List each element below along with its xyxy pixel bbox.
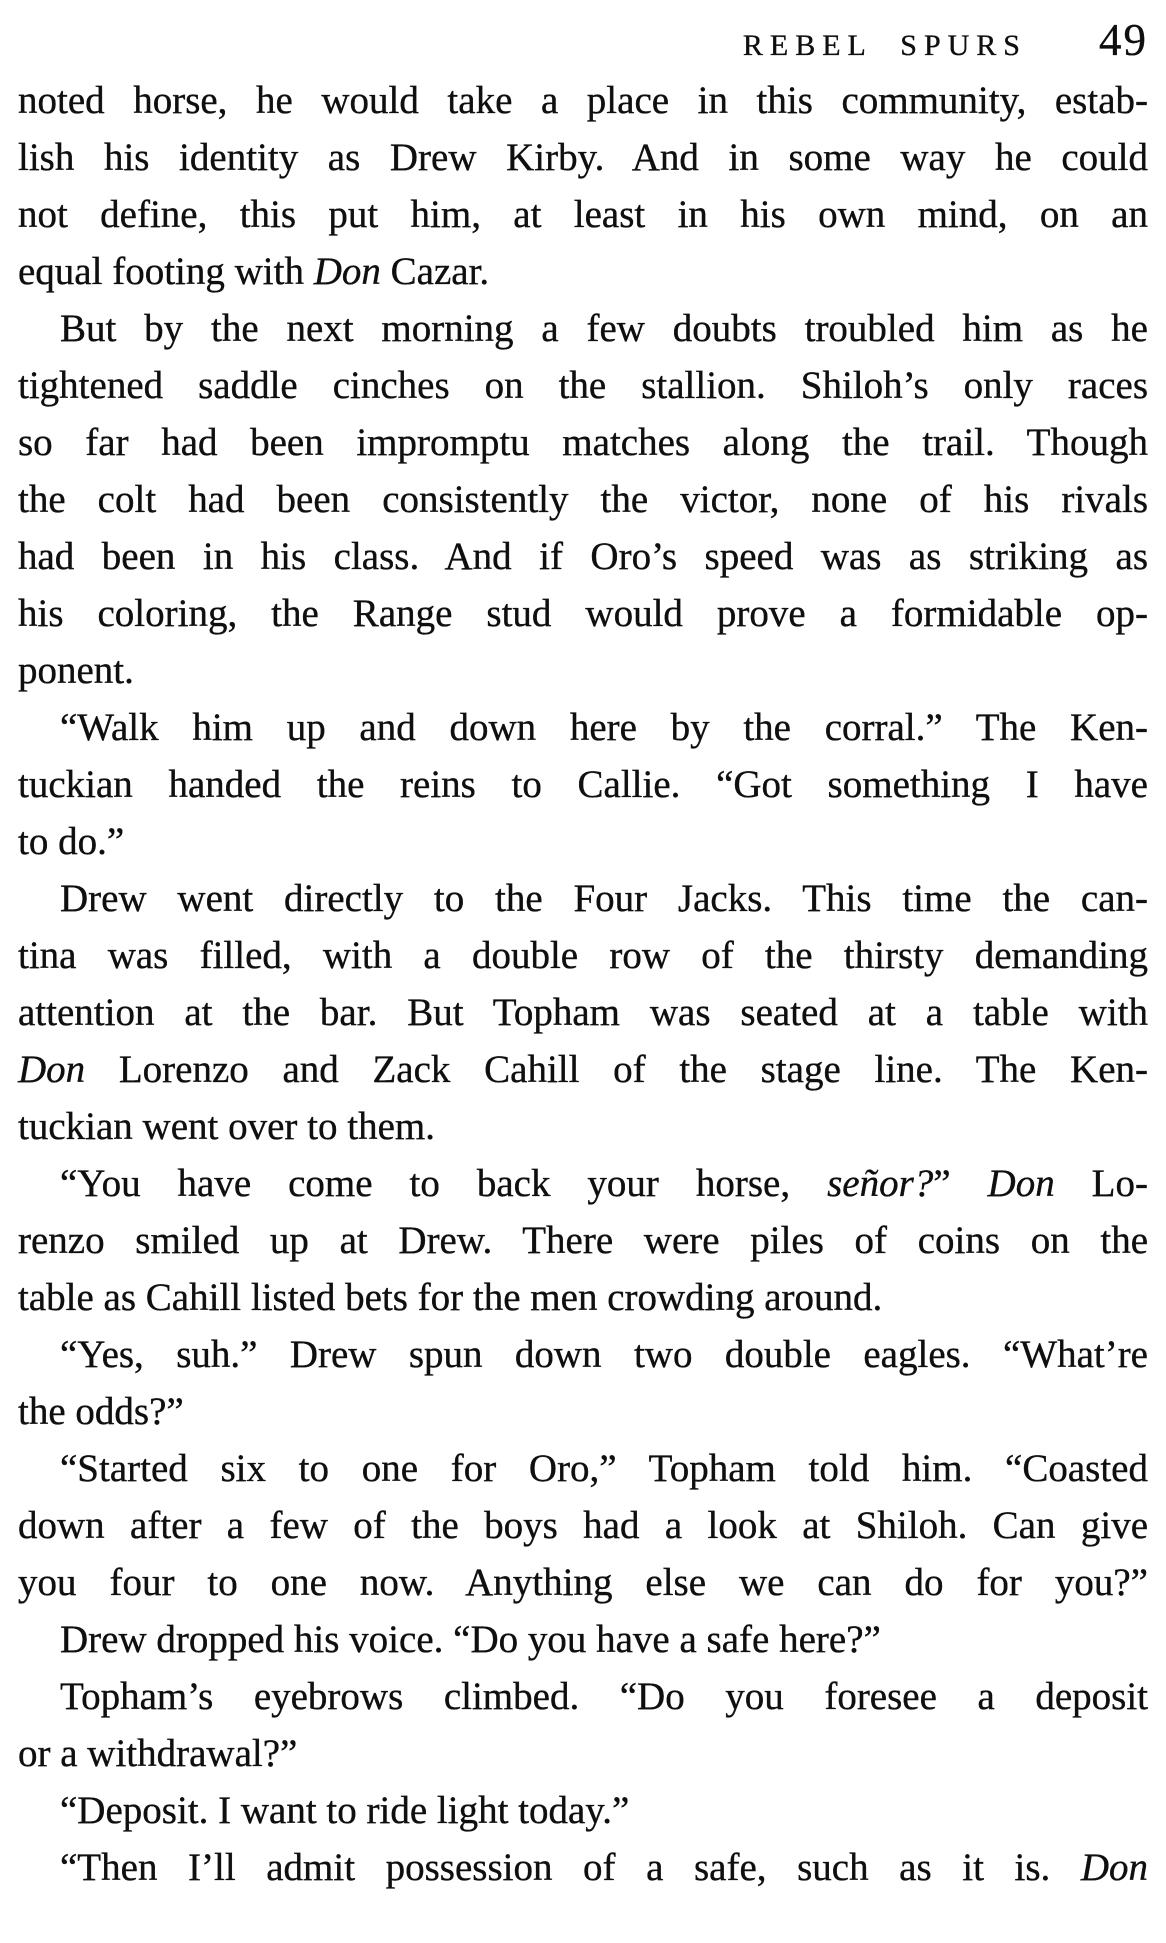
text-line bbox=[18, 72, 1148, 129]
text-line bbox=[18, 642, 1148, 699]
text-run: tuckian handed the reins to Callie. “Got something I have bbox=[18, 763, 1148, 806]
text-run: noted horse, he would take a place in this community, estab- bbox=[18, 79, 1148, 122]
text-line bbox=[18, 1611, 1148, 1668]
text-run: not define, this put him, at least in his own mind, on an bbox=[18, 193, 1148, 236]
text-run: or a withdrawal?” bbox=[18, 1732, 298, 1775]
text-line bbox=[18, 585, 1148, 642]
italic-text: Don bbox=[18, 1048, 86, 1091]
text-line bbox=[18, 1383, 1148, 1440]
text-line bbox=[18, 699, 1148, 756]
page-number: 49 bbox=[1099, 15, 1148, 65]
text-run: attention at the bar. But Topham was seated at a table with bbox=[18, 991, 1148, 1034]
text-run: tina was filled, with a double row of the thirsty demanding bbox=[18, 934, 1148, 977]
text-run: “Then I’ll admit possession of a safe, such as it is. bbox=[60, 1846, 1081, 1889]
text-run: his coloring, the Range stud would prove a formidable op- bbox=[18, 592, 1148, 635]
page-header bbox=[18, 15, 1148, 68]
text-line bbox=[18, 186, 1148, 243]
text-line bbox=[18, 1155, 1148, 1212]
text-line bbox=[18, 129, 1148, 186]
text-run: ” bbox=[933, 1162, 988, 1205]
text-line bbox=[18, 927, 1148, 984]
text-line bbox=[18, 1782, 1148, 1839]
text-line bbox=[18, 1668, 1148, 1725]
paragraph bbox=[18, 1326, 1148, 1440]
paragraph bbox=[18, 1782, 1148, 1839]
text-run: Cazar. bbox=[380, 250, 490, 293]
text-line bbox=[18, 1041, 1148, 1098]
text-line bbox=[18, 1839, 1148, 1896]
text-run: the colt had been consistently the victor, none of his rivals bbox=[18, 478, 1148, 521]
text-run: “Walk him up and down here by the corral.” The Ken- bbox=[60, 706, 1148, 749]
paragraph bbox=[18, 1668, 1148, 1782]
italic-text: Don bbox=[987, 1162, 1055, 1205]
text-run: ponent. bbox=[18, 649, 134, 692]
text-run: had been in his class. And if Oro’s speed was as striking as bbox=[18, 535, 1148, 578]
text-run: Lorenzo and Zack Cahill of the stage line. The Ken- bbox=[85, 1048, 1148, 1091]
text-run: Lo- bbox=[1054, 1162, 1148, 1205]
text-run: Topham’s eyebrows climbed. “Do you foresee a deposit bbox=[60, 1675, 1148, 1718]
text-run: so far had been impromptu matches along the trail. Though bbox=[18, 421, 1148, 464]
text-line bbox=[18, 471, 1148, 528]
text-line bbox=[18, 243, 1148, 300]
text-run: “Deposit. I want to ride light today.” bbox=[60, 1789, 630, 1832]
text-run: Drew dropped his voice. “Do you have a safe here?” bbox=[60, 1618, 881, 1661]
text-line bbox=[18, 1098, 1148, 1155]
text-line bbox=[18, 1440, 1148, 1497]
italic-text: Don bbox=[313, 250, 381, 293]
text-run: tightened saddle cinches on the stallion. Shiloh’s only races bbox=[18, 364, 1148, 407]
text-run: table as Cahill listed bets for the men crowding around. bbox=[18, 1276, 883, 1319]
text-line bbox=[18, 1554, 1148, 1611]
text-run: the odds?” bbox=[18, 1390, 184, 1433]
text-run: equal footing with bbox=[18, 250, 314, 293]
text-line bbox=[18, 1326, 1148, 1383]
text-run: Drew went directly to the Four Jacks. This time the can- bbox=[60, 877, 1148, 920]
text-run: “You have come to back your horse, bbox=[60, 1162, 828, 1205]
text-run: you four to one now. Anything else we can do for you?” bbox=[18, 1561, 1148, 1604]
paragraph bbox=[18, 300, 1148, 699]
text-run: lish his identity as Drew Kirby. And in some way he could bbox=[18, 136, 1148, 179]
text-run: “Yes, suh.” Drew spun down two double eagles. “What’re bbox=[60, 1333, 1148, 1376]
text-line bbox=[18, 1725, 1148, 1782]
text-run: But by the next morning a few doubts troubled him as he bbox=[60, 307, 1148, 350]
text-line bbox=[18, 1212, 1148, 1269]
text-run: to do.” bbox=[18, 820, 125, 863]
italic-text: Don bbox=[1080, 1846, 1148, 1889]
text-line bbox=[18, 414, 1148, 471]
italic-text: señor? bbox=[827, 1162, 934, 1205]
paragraph bbox=[18, 1155, 1148, 1326]
paragraph bbox=[18, 1839, 1148, 1896]
paragraph bbox=[18, 1611, 1148, 1668]
text-line bbox=[18, 1269, 1148, 1326]
text-run: down after a few of the boys had a look at Shiloh. Can give bbox=[18, 1504, 1148, 1547]
text-line bbox=[18, 870, 1148, 927]
text-line bbox=[18, 984, 1148, 1041]
page-body bbox=[18, 72, 1148, 1896]
running-title: REBEL SPURS bbox=[742, 29, 1027, 62]
paragraph bbox=[18, 870, 1148, 1155]
text-run: tuckian went over to them. bbox=[18, 1105, 435, 1148]
text-line bbox=[18, 756, 1148, 813]
text-line bbox=[18, 357, 1148, 414]
text-line bbox=[18, 813, 1148, 870]
text-run: renzo smiled up at Drew. There were piles of coins on the bbox=[18, 1219, 1148, 1262]
text-line bbox=[18, 300, 1148, 357]
text-run: “Started six to one for Oro,” Topham told him. “Coasted bbox=[60, 1447, 1148, 1490]
paragraph bbox=[18, 72, 1148, 300]
paragraph bbox=[18, 1440, 1148, 1611]
text-line bbox=[18, 1497, 1148, 1554]
text-line bbox=[18, 528, 1148, 585]
paragraph bbox=[18, 699, 1148, 870]
